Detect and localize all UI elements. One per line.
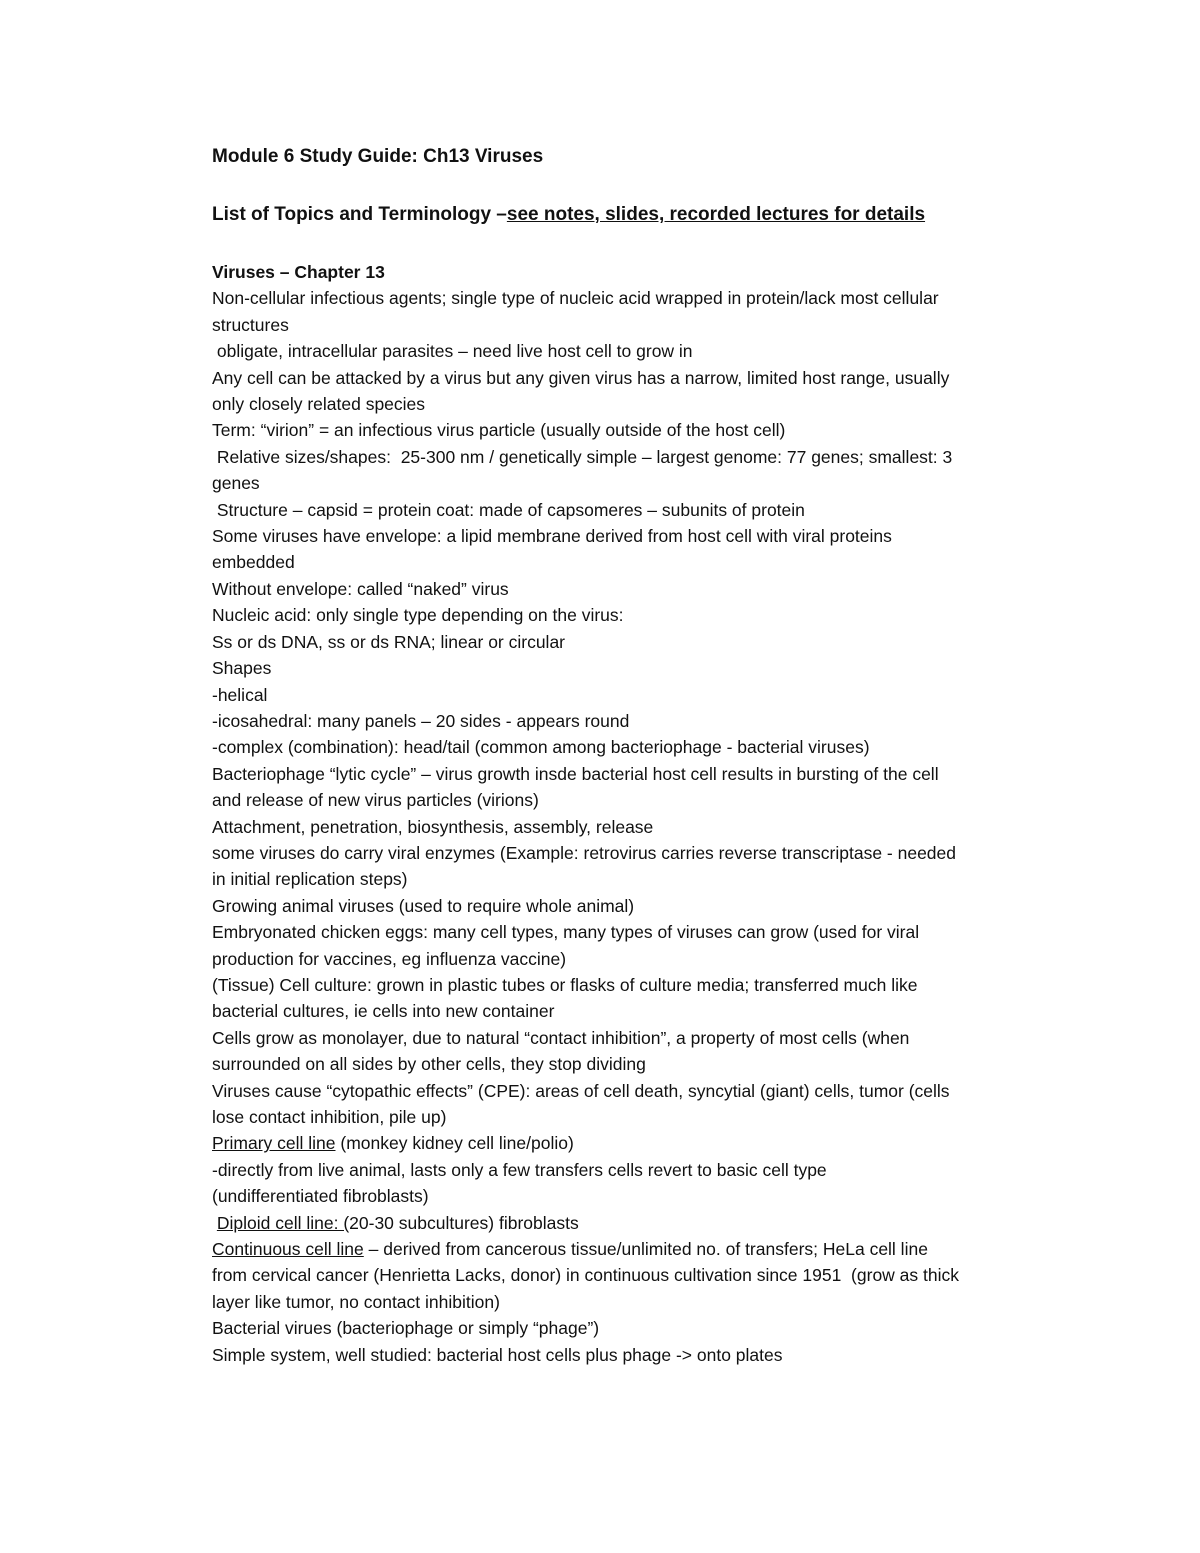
document-subtitle — [212, 201, 1092, 229]
text-line: only closely related species — [212, 394, 426, 415]
text-line: genes — [212, 473, 260, 494]
text-line: Simple system, well studied: bacterial host cells plus phage -> onto plates — [212, 1344, 783, 1365]
text-line: layer like tumor, no contact inhibition) — [212, 1291, 500, 1312]
document-body — [212, 143, 1092, 1368]
text-line: Embryonated chicken eggs: many cell types, many types of viruses can grow (used for viral — [212, 922, 920, 943]
text-line: bacterial cultures, ie cells into new container — [212, 1001, 555, 1022]
text-line: Without envelope: called “naked” virus — [212, 578, 509, 599]
text-line: surrounded on all sides by other cells, they stop dividing — [212, 1054, 646, 1075]
text-line: Bacteriophage “lytic cycle” – virus growth insde bacterial host cell results in bursting of the cell — [212, 763, 939, 784]
text-line: Growing animal viruses (used to require whole animal) — [212, 895, 635, 916]
text-line: production for vaccines, eg influenza vaccine) — [212, 948, 567, 969]
text-line: Relative sizes/shapes: 25-300 nm / genetically simple – largest genome: 77 genes; smallest: 3 — [212, 446, 953, 467]
text-line: some viruses do carry viral enzymes (Example: retrovirus carries reverse transcriptase - needed — [212, 842, 957, 863]
text-line: obligate, intracellular parasites – need live host cell to grow in — [212, 341, 693, 362]
text-line: Bacterial virues (bacteriophage or simply “phage”) — [212, 1318, 600, 1339]
document-title: Module 6 Study Guide: Ch13 Viruses — [212, 146, 544, 167]
text-line: -complex (combination): head/tail (common among bacteriophage - bacterial viruses) — [212, 737, 870, 758]
primary-cell-line — [212, 1130, 1092, 1156]
text-line: Any cell can be attacked by a virus but any given virus has a narrow, limited host range, usually — [212, 367, 950, 388]
section-heading: Viruses – Chapter 13 — [212, 262, 385, 282]
text-line: structures — [212, 314, 289, 335]
diploid-cell-line-desc: 20-30 subcultures) fibroblasts — [349, 1212, 579, 1233]
text-line: Shapes — [212, 658, 272, 679]
text-line: -icosahedral: many panels – 20 sides - appears round — [212, 710, 630, 731]
text-line: -directly from live animal, lasts only a few transfers cells revert to basic cell type — [212, 1159, 827, 1180]
text-line: Attachment, penetration, biosynthesis, assembly, release — [212, 816, 654, 837]
continuous-cell-line-term: Continuous cell line — [212, 1239, 364, 1260]
text-line: in initial replication steps) — [212, 869, 408, 890]
text-line: -helical — [212, 684, 268, 705]
text-line: Structure – capsid = protein coat: made of capsomeres – subunits of protein — [212, 499, 805, 520]
text-line: Ss or ds DNA, ss or ds RNA; linear or circular — [212, 631, 566, 652]
text-line: and release of new virus particles (virions) — [212, 790, 539, 811]
text-line: Non-cellular infectious agents; single type of nucleic acid wrapped in protein/lack most cellular — [212, 288, 939, 309]
diploid-cell-line — [212, 1210, 1092, 1236]
continuous-cell-line — [212, 1236, 1092, 1262]
text-line: Viruses cause “cytopathic effects” (CPE): areas of cell death, syncytial (giant) cells, tumor (cells — [212, 1080, 950, 1101]
subtitle-underlined: see notes, slides, recorded lectures for details — [506, 204, 926, 225]
text-line: Some viruses have envelope: a lipid membrane derived from host cell with viral proteins — [212, 526, 892, 547]
text-line: from cervical cancer (Henrietta Lacks, donor) in continuous cultivation since 1951 (grow as thick — [212, 1265, 960, 1286]
continuous-cell-line-desc: – derived from cancerous tissue/unlimited no. of transfers; HeLa cell line — [363, 1239, 928, 1260]
primary-cell-line-desc: (monkey kidney cell line/polio) — [335, 1133, 574, 1154]
text-line: (Tissue) Cell culture: grown in plastic tubes or flasks of culture media; transferred much like — [212, 974, 918, 995]
body-lines-a — [212, 285, 1092, 1130]
text-line: lose contact inhibition, pile up) — [212, 1107, 447, 1127]
text-line: Term: “virion” = an infectious virus particle (usually outside of the host cell) — [212, 420, 786, 441]
diploid-cell-line-term: Diploid cell line: ( — [216, 1212, 350, 1233]
text-line: embedded — [212, 552, 295, 573]
text-line: (undifferentiated fibroblasts) — [212, 1186, 429, 1207]
text-line: Nucleic acid: only single type depending on the virus: — [212, 605, 624, 626]
text-line: Cells grow as monolayer, due to natural “contact inhibition”, a property of most cells (when — [212, 1027, 910, 1048]
subtitle-prefix: List of Topics and Terminology – — [212, 204, 507, 225]
primary-cell-line-term: Primary cell line — [212, 1133, 336, 1154]
